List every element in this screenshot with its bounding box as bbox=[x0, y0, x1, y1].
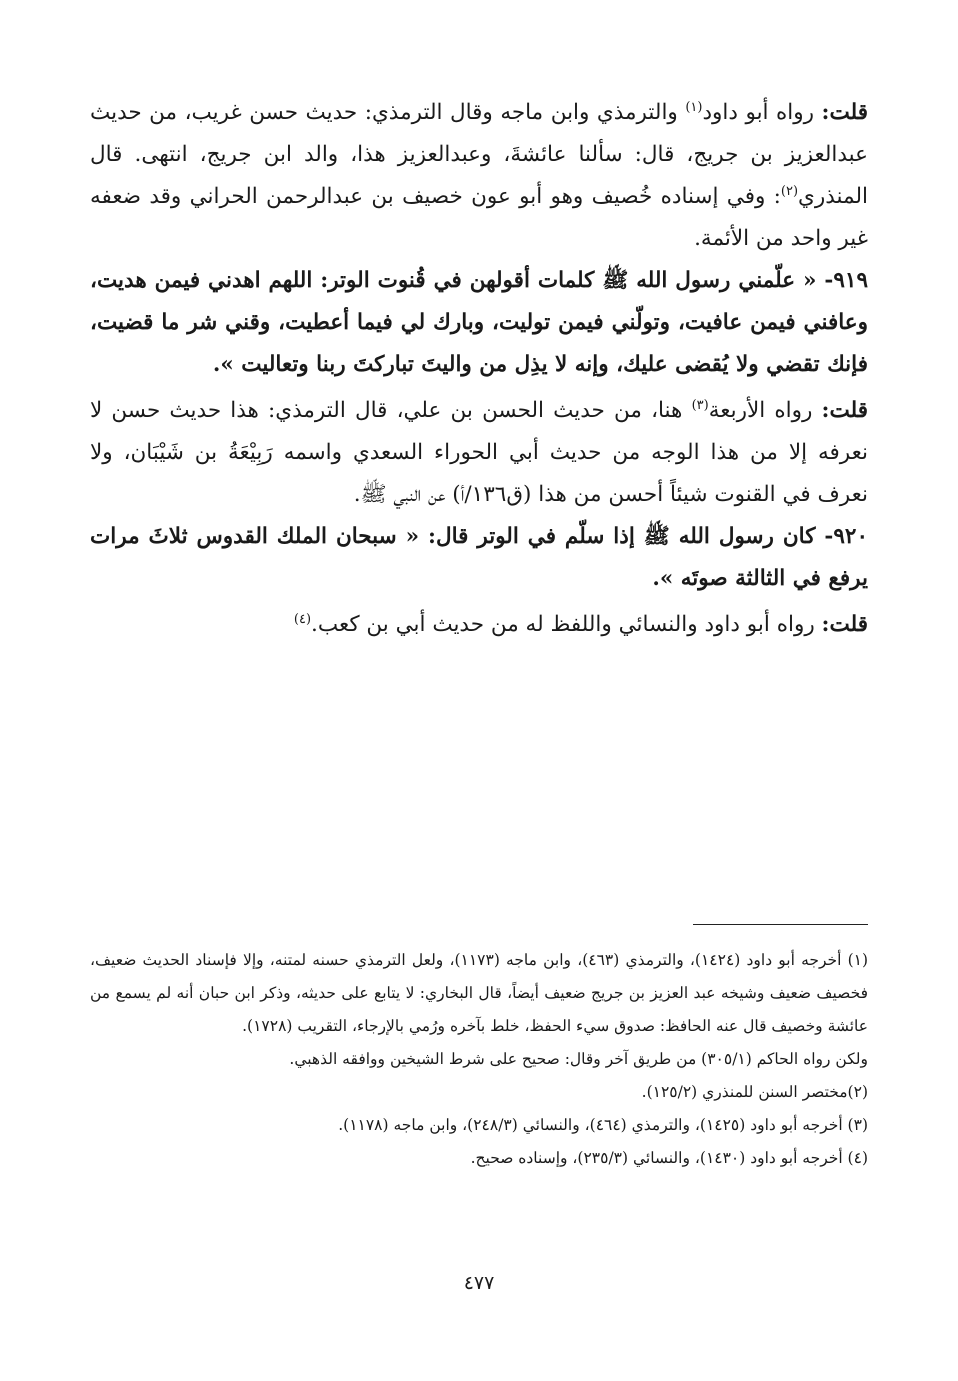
main-body bbox=[90, 92, 868, 646]
footnote-2: (٢)مختصر السنن للمنذري (١٢٥/٢). bbox=[641, 1083, 868, 1101]
qultu-label: قلت: bbox=[821, 398, 868, 423]
commentary-text: رواه الأربعة bbox=[708, 398, 822, 423]
commentary-text: رواه أبو داود والنسائي واللفظ له من حديث أبي بن كعب. bbox=[311, 612, 822, 637]
qultu-label: قلت: bbox=[821, 100, 868, 125]
footnote-1: (١) أخرجه أبو داود (١٤٢٤)، والترمذي (٤٦٣)، وابن ماجه (١١٧٣)، ولعل الترمذي حسنه لمتنه، وإلا فإسناد الحديث ضعيف، فخصيف ضعيف وشيخه عبد العزيز بن جريج ضعيف أيضاً، قال البخاري: لا يتابع على حديثه، وذكر ابن حبان أنه لم يسمع من عائشة وخصيف قال عنه الحافظ: صدوق سيء الحفظ، خلط بآخره ورُمي بالإرجاء، التقريب (١٧٢٨). bbox=[90, 951, 869, 1035]
footnote-ref-1: (١) bbox=[685, 99, 703, 115]
footnote-4: (٤) أخرجه أبو داود (١٤٣٠)، والنسائي (٢٣٥/٣)، وإسناده صحيح. bbox=[470, 1149, 868, 1167]
commentary-text: رواه أبو داود bbox=[702, 100, 822, 125]
qultu-label: قلت: bbox=[821, 612, 868, 637]
footnote-1-continued: ولكن رواه الحاكم (٣٠٥/١) من طريق آخر وقال: صحيح على شرط الشيخين ووافقه الذهبي. bbox=[289, 1050, 868, 1068]
page-number: ٤٧٧ bbox=[463, 1272, 495, 1294]
footnote-ref-4: (٤) bbox=[293, 611, 312, 627]
footnotes bbox=[90, 944, 868, 1175]
commentary-paragraph-1 bbox=[90, 92, 868, 260]
commentary-paragraph-2 bbox=[90, 390, 868, 516]
commentary-text: : وفي إسناده خُصيف وهو أبو عون خصيف بن عبدالرحمن الحراني وقد ضعفه غير واحد من الأئمة. bbox=[90, 184, 868, 251]
commentary-text: هنا، من حديث الحسن بن علي، قال الترمذي: هذا حديث حسن لا نعرفه إلا من هذا الوجه من حديث أبي الحوراء السعدي واسمه رَبِيْعَةُ بن شَيْبَان، ولا نعرف في القنوت شيئاً أحسن من هذا (ق١٣٦/أ) عن النبي ﷺ. bbox=[90, 398, 868, 507]
footnote-ref-2: (٢) bbox=[780, 183, 799, 199]
commentary-paragraph-3 bbox=[90, 604, 868, 646]
footnote-separator bbox=[693, 924, 868, 925]
footnote-3: (٣) أخرجه أبو داود (١٤٢٥)، والترمذي (٤٦٤)، والنسائي (٢٤٨/٣)، وابن ماجه (١١٧٨). bbox=[338, 1116, 868, 1134]
commentary-text: والترمذي وابن ماجه وقال الترمذي: حديث حسن غريب، من حديث عبدالعزيز بن جريج، قال: سألنا عائشةَ، وعبدالعزيز هذا، والد ابن جريج، انتهى. قال المنذري bbox=[90, 100, 868, 209]
footnote-ref-3: (٣) bbox=[691, 397, 709, 413]
main-text bbox=[90, 92, 868, 646]
hadith-919: ٩١٩- « علّمني رسول الله ﷺ كلمات أقولهن في قُنوت الوتر: اللهم اهدني فيمن هديت، وعافني فيمن عافيت، وتولّني فيمن توليت، وبارك لي فيما أعطيت، وقني شر ما قضيت، فإنك تقضي ولا يُقضى عليك، وإنه لا يذِل من واليتَ تباركتَ ربنا وتعاليت ». bbox=[90, 268, 868, 377]
hadith-920: ٩٢٠- كان رسول الله ﷺ إذا سلّم في الوتر قال: « سبحان الملك القدوس ثلاثَ مرات يرفع في الثالثة صوتَه ». bbox=[90, 524, 868, 591]
